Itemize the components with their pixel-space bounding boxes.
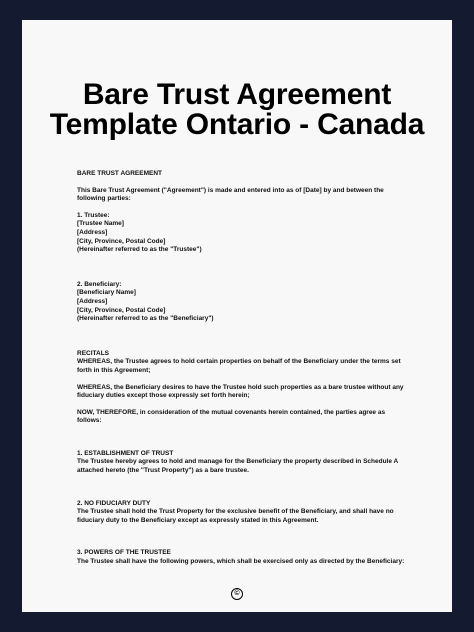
section-1-text: The Trustee hereby agrees to hold and manage for the Beneficiary the property described in Schedule A attached hereto (the "Trust Property") as a bare trustee. bbox=[77, 458, 398, 475]
copyright-mark bbox=[22, 586, 452, 600]
beneficiary-city: [City, Province, Postal Code] bbox=[77, 306, 166, 314]
trustee-ref: (Hereinafter referred to as the "Trustee") bbox=[77, 246, 202, 254]
section-2-heading: 2. NO FIDUCIARY DUTY bbox=[77, 499, 151, 507]
trustee-city: [City, Province, Postal Code] bbox=[77, 237, 166, 245]
title-line-1: Bare Trust Agreement bbox=[82, 78, 392, 111]
copyright-icon: © bbox=[231, 588, 243, 600]
page-title bbox=[22, 80, 452, 140]
beneficiary-name: [Beneficiary Name] bbox=[77, 289, 136, 297]
beneficiary-ref: (Hereinafter referred to as the "Beneficiary") bbox=[77, 315, 214, 323]
agreement-body bbox=[77, 170, 407, 567]
beneficiary-label: 2. Beneficiary: bbox=[77, 280, 122, 288]
section-2-text: The Trustee shall hold the Trust Property for the exclusive benefit of the Beneficiary, and shall have no fiduciary duty to the Beneficiary except as expressly stated in this Agreement. bbox=[77, 508, 394, 524]
section-1-heading: 1. ESTABLISHMENT OF TRUST bbox=[77, 449, 174, 457]
beneficiary-address: [Address] bbox=[77, 297, 108, 305]
agreement-heading: BARE TRUST AGREEMENT bbox=[77, 170, 162, 177]
trustee-label: 1. Trustee: bbox=[77, 211, 110, 219]
title-line-2: Template Ontario - Canada bbox=[49, 108, 425, 141]
now-therefore-paragraph: NOW, THEREFORE, in consideration of the mutual covenants herein contained, the parties agree as follows: bbox=[77, 408, 386, 425]
document-page bbox=[22, 20, 452, 612]
section-3-heading: 3. POWERS OF THE TRUSTEE bbox=[77, 549, 171, 557]
recitals-heading: RECITALS bbox=[77, 349, 110, 357]
recital-1: WHEREAS, the Trustee agrees to hold certain properties on behalf of the Beneficiary under the terms set forth in this Agreement; bbox=[77, 358, 401, 374]
trustee-name: [Trustee Name] bbox=[77, 220, 124, 228]
recital-2: WHEREAS, the Beneficiary desires to have the Trustee hold such properties as a bare trustee without any fiduciary duties except those expressly set forth herein; bbox=[77, 383, 404, 400]
section-3-text: The Trustee shall have the following powers, which shall be exercised only as directed by the Beneficiary: bbox=[77, 558, 405, 566]
trustee-address: [Address] bbox=[77, 228, 108, 236]
intro-paragraph: This Bare Trust Agreement ("Agreement") is made and entered into as of [Date] by and between the following parties: bbox=[77, 186, 384, 203]
